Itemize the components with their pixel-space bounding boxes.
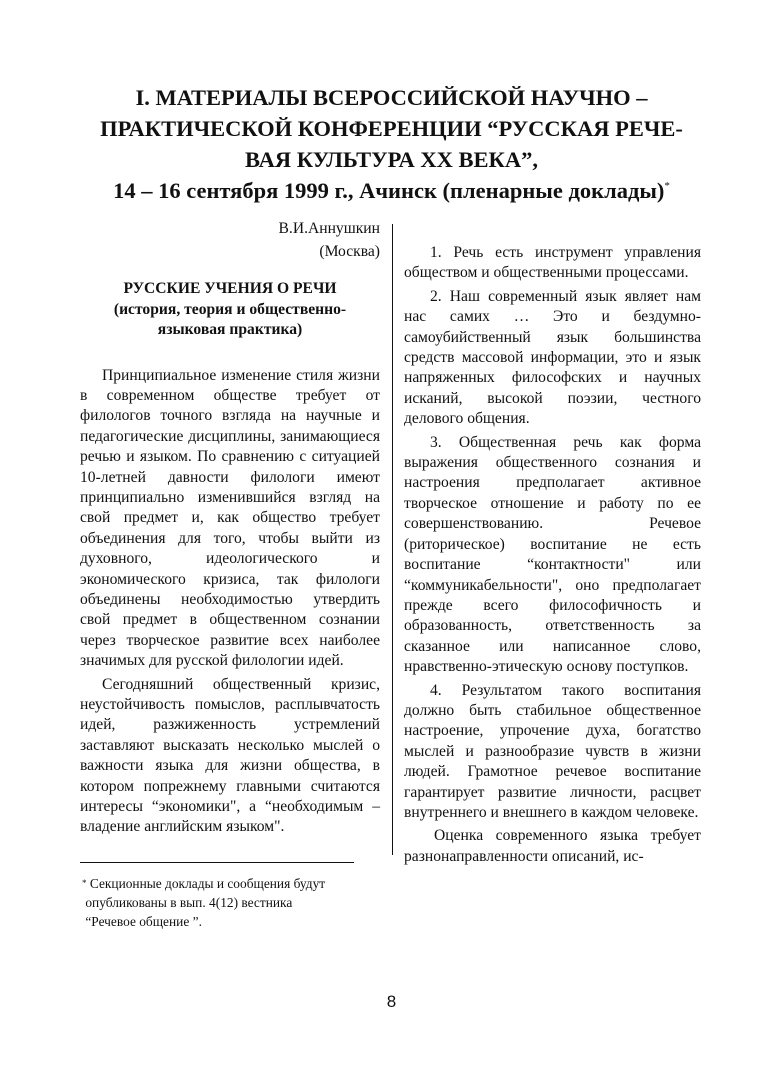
footnote-line-1-text: Секционные доклады и сообщения будут — [89, 876, 326, 891]
footnote — [82, 874, 382, 931]
article-title — [80, 279, 380, 341]
heading-line-1: I. МАТЕРИАЛЫ ВСЕРОССИЙСКОЙ НАУЧНО – — [135, 85, 648, 110]
paragraph: 4. Результатом такого воспитания должно быть стабильное общественное настроение, упрочение духа, богатство мыслей и разнообразие чувств в жизни людей. Грамотное речевое воспитание гарантирует развитие личности, расцвет внутреннего и внешнего в каждом человеке. — [404, 681, 701, 821]
footnote-line-1 — [82, 874, 382, 893]
column-divider — [392, 224, 393, 855]
footnote-line-2 — [82, 893, 382, 912]
article-title-line-2: (история, теория и общественно- — [113, 300, 347, 318]
author-name: В.И.Аннушкин — [278, 220, 380, 237]
author-block — [80, 217, 380, 263]
heading-line-2: ПРАКТИЧЕСКОЙ КОНФЕРЕНЦИИ “РУССКАЯ РЕЧЕ- — [100, 116, 683, 141]
paragraph: Оценка современного языка требует разнонаправленности описаний, ис- — [404, 827, 701, 865]
paragraph: 2. Наш современный язык являет нам нас самих … Это и бездумно-самоубийственный язык большинства средств массовой информации, это и язык напряженных философских и научных исканий, высокой поэзии, честного делового общения. — [404, 287, 701, 428]
paragraph: Сегодняшний общественный кризис, неустойчивость помыслов, расплывчатость идей, разжиженность устремлений заставляют высказать несколько мыслей о важности языка для жизни общества, в котором попрежнему главными считаются интересы “экономики", а “необходимым – владение английским языком". — [80, 675, 380, 836]
paragraph: 3. Общественная речь как форма выражения общественного сознания и настроения предполагает активное творческое отношение и работу по ее совершенствованию. Речевое (риторическое) воспитание не есть воспитание “контактности" или “коммуникабельности", оно предполагает прежде всего философичность и образованность, ответственность за сказанное или написанное слово, нравственно-этическую основу поступков. — [404, 433, 701, 676]
heading-line-4 — [60, 175, 723, 206]
article-title-line-3: языковая практика) — [157, 321, 303, 338]
right-column — [404, 243, 701, 870]
footnote-line-3-text: “Речевое общение ”. — [85, 914, 202, 929]
left-column — [80, 217, 380, 841]
footnote-separator — [80, 862, 354, 863]
footnote-line-2-text: опубликованы в вып. 4(12) вестника — [85, 895, 293, 910]
page-number: 8 — [386, 992, 397, 1011]
paragraph: 1. Речь есть инструмент управления обществом и общественными процессами. — [404, 244, 701, 282]
heading-line-4-text: 14 – 16 сентября 1999 г., Ачинск (пленарные доклады) — [113, 178, 665, 203]
section-heading — [60, 82, 723, 206]
footnote-line-3 — [82, 912, 382, 931]
heading-line-3: ВАЯ КУЛЬТУРА XX ВЕКА”, — [245, 147, 538, 172]
heading-footnote-marker[interactable]: * — [664, 180, 670, 192]
paragraph: Принципиальное изменение стиля жизни в современном обществе требует от филологов точного взгляда на научные и педагогические дисциплины, занимающиеся речью и языком. По сравнению с ситуацией 10-летней давности филологи имеют принципиально изменившийся взгляд на свой предмет и, как общество требует объединения для того, чтобы выйти из духовного, идеологического и экономического кризиса, так филологи объединены необходимостью утвердить свой предмет в общественном сознании через творческое развитие всех наиболее значимых для русской филологии идей. — [80, 366, 380, 670]
article-title-line-1: РУССКИЕ УЧЕНИЯ О РЕЧИ — [123, 280, 337, 297]
author-city: (Москва) — [319, 243, 380, 260]
footnote-marker: * — [82, 878, 87, 888]
